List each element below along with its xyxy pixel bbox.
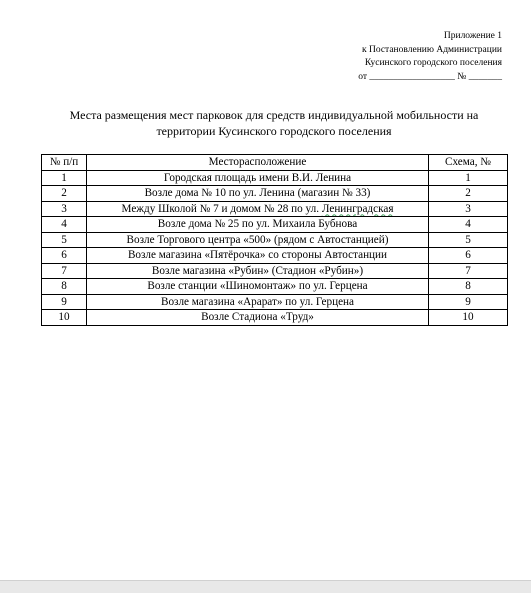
table-row — [42, 232, 508, 248]
cell-num: 1 — [42, 170, 87, 186]
header-location: Месторасположение — [87, 155, 429, 171]
table-row — [42, 294, 508, 310]
cell-num: 6 — [42, 248, 87, 264]
cell-num: 7 — [42, 263, 87, 279]
cell-num: 9 — [42, 294, 87, 310]
table-row — [42, 201, 508, 217]
window-bottom-bar — [0, 580, 531, 593]
cell-location: Возле магазина «Пятёрочка» со стороны Автостанции — [87, 248, 429, 264]
cell-scheme: 4 — [429, 217, 508, 233]
cell-location: Возле магазина «Рубин» (Стадион «Рубин») — [87, 263, 429, 279]
table-row — [42, 170, 508, 186]
appendix-line-3: Кусинского городского поселения — [364, 58, 502, 68]
cell-location: Возле Торгового центра «500» (рядом с Автостанцией) — [87, 232, 429, 248]
cell-scheme: 3 — [429, 201, 508, 217]
cell-location: Возле Стадиона «Труд» — [87, 310, 429, 326]
cell-num: 2 — [42, 186, 87, 202]
title-line-2: территории Кусинского городского поселения — [156, 124, 392, 138]
appendix-line-2: к Постановлению Администрации — [362, 44, 502, 55]
cell-location: Возле магазина «Арарат» по ул. Герцена — [87, 294, 429, 310]
cell-location-text: Между Школой № 7 и домом № 28 по ул. — [121, 202, 322, 215]
spellcheck-word: Ленинградская — [321, 202, 394, 215]
table-row — [42, 248, 508, 264]
cell-num: 5 — [42, 232, 87, 248]
cell-location: Возле дома № 25 по ул. Михаила Бубнова — [87, 217, 429, 233]
cell-location: Возле дома № 10 по ул. Ленина (магазин № 33) — [87, 186, 429, 202]
title-line-1: Места размещения мест парковок для средств индивидуальной мобильности на — [69, 108, 479, 122]
cell-scheme: 8 — [429, 279, 508, 295]
cell-scheme: 9 — [429, 294, 508, 310]
table-header-row — [42, 155, 508, 171]
cell-num: 10 — [42, 310, 87, 326]
cell-location: Городская площадь имени В.И. Ленина — [87, 170, 429, 186]
appendix-line-4: от __________________ № _______ — [358, 71, 502, 82]
cell-scheme: 10 — [429, 310, 508, 326]
table-row — [42, 310, 508, 326]
cell-num: 3 — [42, 201, 87, 217]
cell-location — [87, 201, 429, 217]
appendix-block — [302, 30, 502, 84]
table-row — [42, 279, 508, 295]
cell-scheme: 5 — [429, 232, 508, 248]
cell-scheme: 1 — [429, 170, 508, 186]
parking-places-table — [41, 154, 508, 326]
table-row — [42, 186, 508, 202]
cell-scheme: 2 — [429, 186, 508, 202]
cell-scheme: 7 — [429, 263, 508, 279]
cell-num: 4 — [42, 217, 87, 233]
cell-location: Возле станции «Шиномонтаж» по ул. Герцена — [87, 279, 429, 295]
header-num: № п/п — [42, 155, 87, 171]
appendix-line-1: Приложение 1 — [443, 31, 502, 41]
header-scheme: Схема, № — [429, 155, 508, 171]
document-title — [30, 107, 518, 139]
table-row — [42, 263, 508, 279]
cell-num: 8 — [42, 279, 87, 295]
table-row — [42, 217, 508, 233]
cell-scheme: 6 — [429, 248, 508, 264]
